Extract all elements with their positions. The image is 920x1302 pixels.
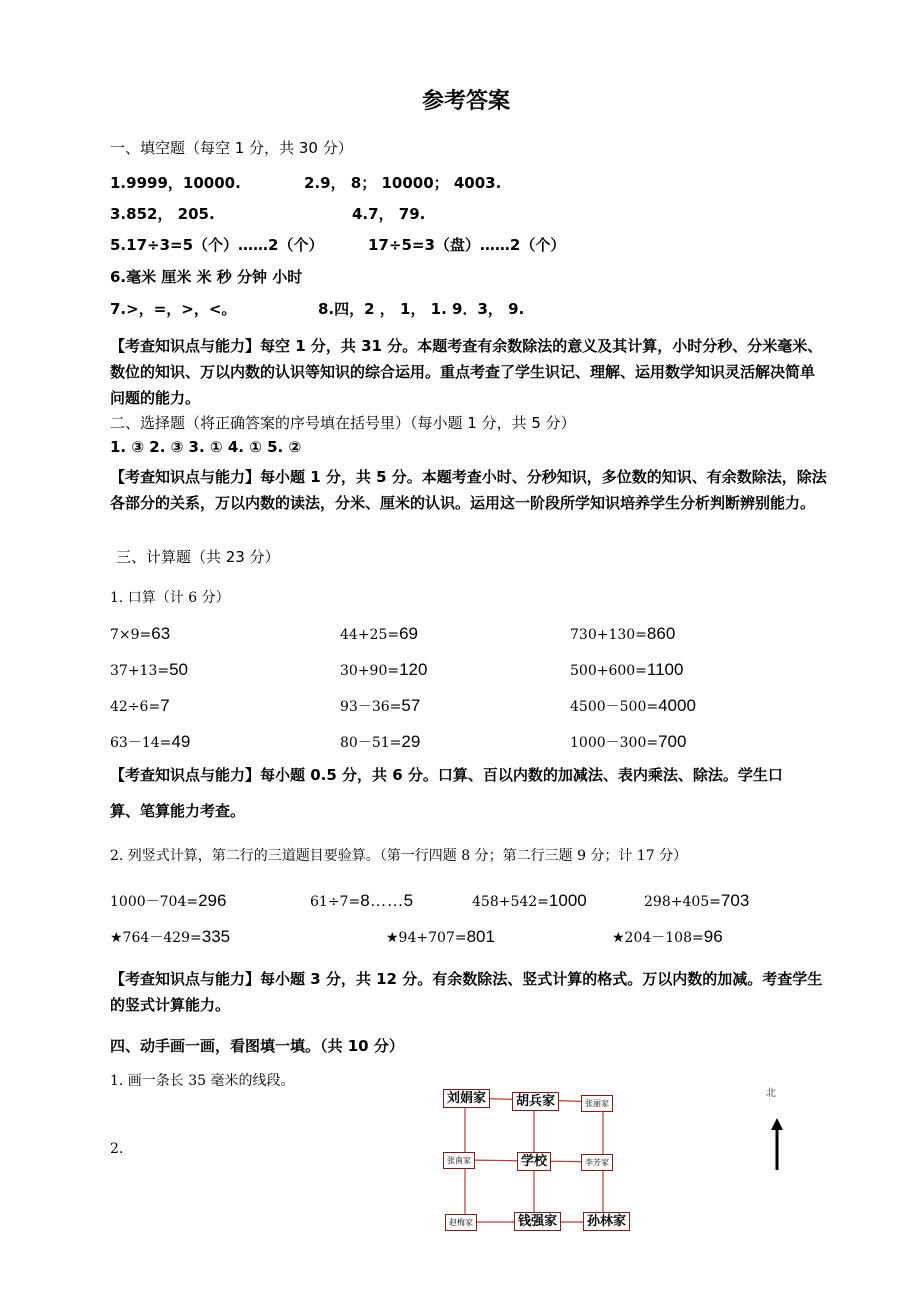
oral-item: 44+25=69	[340, 624, 419, 643]
written-check-item: ★764－429=335	[110, 927, 231, 946]
house-location-map	[440, 1086, 630, 1236]
written-check-item: ★94+707=801	[386, 927, 495, 946]
oral-item: 730+130=860	[570, 624, 676, 643]
answer-5a: 5.17÷3=5（个）……2（个）	[110, 236, 324, 254]
oral-item: 1000－300=700	[570, 732, 687, 751]
house-liu-juan: 刘娟家	[443, 1089, 490, 1108]
written-item: 298+405=703	[644, 891, 750, 910]
draw-line-question: 1. 画一条长 35 毫米的线段。	[110, 1073, 295, 1089]
answer-4: 4.7， 79.	[352, 205, 426, 223]
written-item: 1000－704=296	[110, 891, 227, 910]
section-2-heading: 二、选择题（将正确答案的序号填在括号里）（每小题 1 分，共 5 分）	[110, 414, 576, 432]
oral-item: 42÷6=7	[110, 696, 170, 715]
section-2-note: 【考查知识点与能力】每小题 1 分，共 5 分。本题考查小时、分秒知识，多位数的知识、有余数除法，除法各部分的关系，万以内数的读法，分米、厘米的认识。运用这一阶段所学知识培养学生分析判断辨别能力。	[110, 468, 827, 512]
section-2-answers: 1. ③ 2. ③ 3. ① 4. ① 5. ②	[110, 438, 302, 456]
section-4-heading: 四、动手画一画，看图填一填。（共 10 分）	[110, 1037, 404, 1055]
answer-8-9: 8.四，2 ， 1， 1. 9．3， 9.	[318, 300, 525, 318]
house-qian-qiang: 钱强家	[514, 1212, 561, 1231]
written-calc-heading: 2. 列竖式计算，第二行的三道题目要验算。（第一行四题 8 分；第二行三题 9 分；计 17 分）	[110, 848, 688, 864]
answer-6: 6.毫米 厘米 米 秒 分钟 小时	[110, 268, 303, 286]
house-hu-bing: 胡兵家	[512, 1092, 559, 1111]
answer-1: 1.9999，10000.	[110, 174, 241, 192]
written-calc-note: 【考查知识点与能力】每小题 3 分，共 12 分。有余数除法、竖式计算的格式。万以内数的加减。考查学生的竖式计算能力。	[110, 970, 823, 1014]
written-item: 61÷7=8……5	[310, 891, 414, 910]
page-title: 参考答案	[422, 89, 511, 114]
section-3-heading: 三、计算题（共 23 分）	[116, 548, 280, 566]
map-question-number: 2.	[110, 1141, 124, 1157]
oral-calc-heading: 1. 口算（计 6 分）	[110, 590, 230, 606]
section-1-heading: 一、填空题（每空 1 分，共 30 分）	[110, 139, 353, 157]
oral-item: 80－51=29	[340, 732, 421, 751]
oral-calc-note-line1: 【考查知识点与能力】每小题 0.5 分，共 6 分。口算、百以内数的加减法、表内乘法、除法。学生口	[110, 766, 783, 784]
house-zhang-nan: 张南家	[443, 1152, 475, 1169]
house-sun-lin: 孙林家	[583, 1212, 630, 1231]
oral-item: 4500－500=4000	[570, 696, 696, 715]
oral-item: 30+90=120	[340, 660, 428, 679]
answer-3: 3.852， 205.	[110, 205, 215, 223]
house-zhang-li: 张丽家	[581, 1095, 613, 1112]
school: 学校	[517, 1152, 551, 1171]
oral-item: 500+600=1100	[570, 660, 684, 679]
answer-7: 7.>，=，>，<。	[110, 300, 237, 318]
answer-2: 2.9， 8； 10000； 4003.	[304, 174, 502, 192]
north-label: 北	[766, 1088, 776, 1099]
oral-calc-note-line2: 算、笔算能力考查。	[110, 802, 246, 820]
oral-item: 63－14=49	[110, 732, 191, 751]
written-check-item: ★204－108=96	[612, 927, 723, 946]
house-zhao-mei: 赵梅家	[445, 1214, 477, 1231]
answer-5b: 17÷5=3（盘）……2（个）	[368, 236, 566, 254]
oral-item: 7×9=63	[110, 624, 171, 643]
north-arrow-icon	[770, 1118, 784, 1170]
oral-item: 93－36=57	[340, 696, 421, 715]
written-item: 458+542=1000	[472, 891, 587, 910]
oral-item: 37+13=50	[110, 660, 189, 679]
house-li-fang: 李芳家	[581, 1154, 613, 1171]
section-1-note: 【考查知识点与能力】每空 1 分，共 31 分。本题考查有余数除法的意义及其计算，小时分秒、分米毫米、数位的知识、万以内数的认识等知识的综合运用。重点考查了学生识记、理解、运用数学知识灵活解决简单问题的能力。	[110, 337, 823, 407]
